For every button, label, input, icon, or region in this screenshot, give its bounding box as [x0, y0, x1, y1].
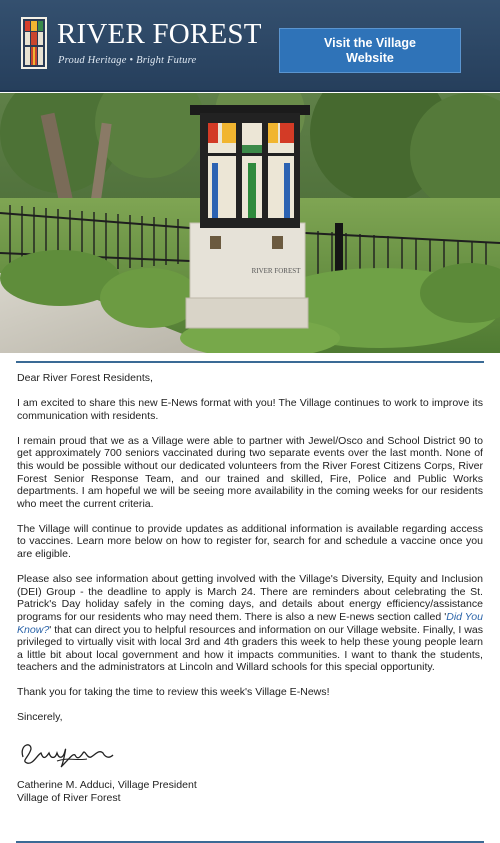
- letter-paragraph-3: The Village will continue to provide updates as additional information is available regarding access to vaccines. Learn more below on how to register for, search for and schedule a vaccine once you are eligible.: [17, 522, 483, 561]
- letter-paragraph-4-part2: ' that can direct you to helpful resources and information on our Village website. Finally, I was privileged to virtually visit with local 3rd and 4th graders this week to help these young people learn a little bit about local government and how it impacts communities. I want to thank the students, teachers and the administrators at Lincoln and Willard schools for this special opportunity.: [17, 623, 483, 674]
- river-forest-sign-photo: [0, 93, 500, 353]
- president-letter: [17, 372, 483, 804]
- letter-paragraph-4: [17, 573, 483, 674]
- section-divider-top: [16, 361, 484, 363]
- letter-salutation: Dear River Forest Residents,: [17, 372, 153, 384]
- letter-paragraph-1: I am excited to share this new E-News format with you! The Village continues to work to improve its communication with residents.: [17, 397, 483, 422]
- letter-signoff: [17, 779, 483, 804]
- brand-name: RIVER FOREST: [57, 18, 262, 50]
- did-you-know-link[interactable]: Did You Know?: [17, 610, 483, 636]
- sign-engraving: RIVER FOREST: [251, 267, 301, 275]
- hero-photo: [0, 93, 500, 353]
- signer-organization: Village of River Forest: [17, 791, 121, 804]
- stained-glass-logo-icon: [21, 17, 47, 69]
- letter-paragraph-5: Thank you for taking the time to review this week's Village E-News!: [17, 686, 330, 699]
- signer-name: Catherine M. Adduci, Village President: [17, 779, 197, 792]
- visit-village-website-button[interactable]: [279, 28, 461, 73]
- header-banner: [0, 0, 500, 92]
- handwritten-signature: [17, 735, 117, 771]
- brand-tagline: Proud Heritage • Bright Future: [58, 55, 197, 66]
- letter-paragraph-2: I remain proud that we as a Village were able to partner with Jewel/Osco and School District 90 to get approximately 700 seniors vaccinated during two separate events over the last month. None of this would be possible without our dedicated volunteers from the River Forest Citizens Corps, River Forest Senior Response Team, and our trained and skilled, Fire, Police and Public Works departments. I am hopeful we will be seeing more availability in the coming weeks for our residents who meet the current criteria.: [17, 434, 483, 510]
- letter-paragraph-4-part1: Please also see information about getting involved with the Village's Diversity, Equity and Inclusion (DEI) Group - the deadline to apply is March 24. There are reminders about celebrating the St. Patrick's Day holiday safely in the coming days, and details about energy efficiency/assistance programs for our residents who may need them. There is also a new E-news section called ': [17, 573, 483, 623]
- letter-closing: Sincerely,: [17, 711, 63, 724]
- visit-village-website-label: Visit the Village Website: [324, 35, 416, 65]
